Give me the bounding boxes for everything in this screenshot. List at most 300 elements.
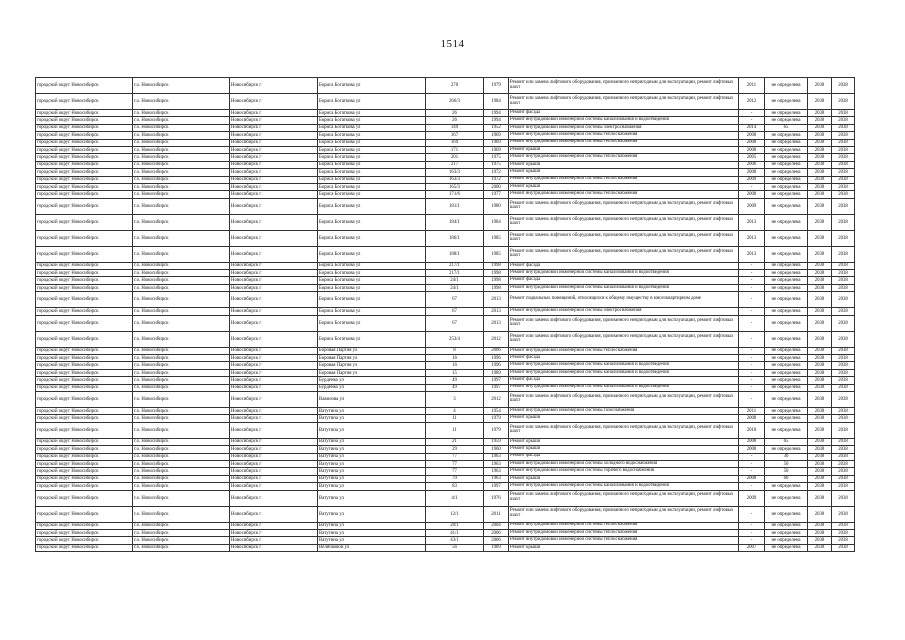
- city-cell: Новосибирск г: [230, 415, 318, 422]
- cost-cell: не определена: [765, 355, 808, 362]
- house-number-cell: 4: [426, 407, 484, 414]
- street-cell: Бурденко ул: [318, 384, 426, 391]
- city-cell: Новосибирск г: [230, 422, 318, 438]
- city-cell: Новосибирск г: [230, 246, 318, 262]
- okrug-cell: г.о. Новосибирск: [133, 214, 230, 230]
- last-repair-year-cell: -: [739, 537, 765, 544]
- work-type-cell: Ремонт или замена лифтового оборудования, признанного непригодным для эксплуатации, ремонт лифтовых шахт: [509, 490, 739, 506]
- table-row: [36, 446, 855, 453]
- district-cell: городской округ Новосибирск: [36, 460, 133, 467]
- okrug-cell: г.о. Новосибирск: [133, 369, 230, 376]
- year-built-cell: 1959: [484, 438, 509, 445]
- district-cell: городской округ Новосибирск: [36, 483, 133, 490]
- street-cell: Бориса Богаткова ул: [318, 139, 426, 146]
- work-type-cell: Ремонт крыши: [509, 146, 739, 153]
- district-cell: городской округ Новосибирск: [36, 355, 133, 362]
- house-number-cell: 77: [426, 460, 484, 467]
- work-type-cell: Ремонт или замена лифтового оборудования, признанного непригодным для эксплуатации, ремонт лифтовых шахт: [509, 331, 739, 347]
- work-type-cell: Ремонт крыши: [509, 544, 739, 551]
- okrug-cell: г.о. Новосибирск: [133, 529, 230, 536]
- year-built-cell: 1977: [484, 191, 509, 198]
- plan-to-cell: 2038: [832, 191, 855, 198]
- district-cell: городской округ Новосибирск: [36, 537, 133, 544]
- house-number-cell: 11: [426, 415, 484, 422]
- district-cell: городской округ Новосибирск: [36, 522, 133, 529]
- house-number-cell: 149: [426, 124, 484, 131]
- work-type-cell: Ремонт внутридомовой инженерной системы канализования и водоотведения: [509, 384, 739, 391]
- street-cell: Ватутина ул: [318, 468, 426, 475]
- street-cell: Бориса Богаткова ул: [318, 132, 426, 139]
- house-number-cell: 67: [426, 292, 484, 308]
- okrug-cell: г.о. Новосибирск: [133, 161, 230, 168]
- year-built-cell: 2004: [484, 522, 509, 529]
- work-type-cell: Ремонт внутридомовой инженерной системы канализования и водоотведения: [509, 270, 739, 277]
- plan-from-cell: 2038: [808, 506, 832, 522]
- city-cell: Новосибирск г: [230, 191, 318, 198]
- table-row: [36, 460, 855, 467]
- district-cell: городской округ Новосибирск: [36, 124, 133, 131]
- table-row: [36, 230, 855, 246]
- city-cell: Новосибирск г: [230, 132, 318, 139]
- plan-to-cell: 2038: [832, 362, 855, 369]
- plan-to-cell: 2038: [832, 407, 855, 414]
- year-built-cell: 1975: [484, 154, 509, 161]
- plan-to-cell: 2038: [832, 544, 855, 551]
- okrug-cell: г.о. Новосибирск: [133, 362, 230, 369]
- street-cell: Ватутина ул: [318, 522, 426, 529]
- house-number-cell: 266/3: [426, 94, 484, 110]
- district-cell: городской округ Новосибирск: [36, 377, 133, 384]
- cost-cell: не определена: [765, 331, 808, 347]
- city-cell: Новосибирск г: [230, 369, 318, 376]
- plan-to-cell: 2038: [832, 315, 855, 331]
- last-repair-year-cell: 2008: [739, 438, 765, 445]
- okrug-cell: г.о. Новосибирск: [133, 94, 230, 110]
- plan-to-cell: 2038: [832, 453, 855, 460]
- year-built-cell: 1972: [484, 169, 509, 176]
- city-cell: Новосибирск г: [230, 362, 318, 369]
- street-cell: Бориса Богаткова ул: [318, 270, 426, 277]
- work-type-cell: Ремонт или замена лифтового оборудования, признанного непригодным для эксплуатации, ремонт лифтовых шахт: [509, 230, 739, 246]
- work-type-cell: Ремонт или замена лифтового оборудования, признанного непригодным для эксплуатации, ремонт лифтовых шахт: [509, 422, 739, 438]
- work-type-cell: Ремонт крыши: [509, 183, 739, 190]
- table-row: [36, 161, 855, 168]
- district-cell: городской округ Новосибирск: [36, 246, 133, 262]
- city-cell: Новосибирск г: [230, 377, 318, 384]
- okrug-cell: г.о. Новосибирск: [133, 230, 230, 246]
- year-built-cell: 2013: [484, 308, 509, 315]
- plan-to-cell: 2038: [832, 246, 855, 262]
- plan-from-cell: 2038: [808, 453, 832, 460]
- plan-to-cell: 2038: [832, 391, 855, 407]
- city-cell: Новосибирск г: [230, 384, 318, 391]
- plan-to-cell: 2038: [832, 522, 855, 529]
- plan-to-cell: 2038: [832, 169, 855, 176]
- district-cell: городской округ Новосибирск: [36, 110, 133, 117]
- plan-from-cell: 2038: [808, 230, 832, 246]
- house-number-cell: 56: [426, 544, 484, 551]
- street-cell: Бориса Богаткова ул: [318, 315, 426, 331]
- plan-from-cell: 2038: [808, 415, 832, 422]
- last-repair-year-cell: -: [739, 355, 765, 362]
- last-repair-year-cell: -: [739, 347, 765, 354]
- cost-cell: не определена: [765, 110, 808, 117]
- plan-to-cell: 2038: [832, 124, 855, 131]
- house-number-cell: 184/1: [426, 214, 484, 230]
- last-repair-year-cell: -: [739, 384, 765, 391]
- plan-to-cell: 2038: [832, 176, 855, 183]
- district-cell: городской округ Новосибирск: [36, 183, 133, 190]
- year-built-cell: 1979: [484, 422, 509, 438]
- cost-cell: не определена: [765, 78, 808, 94]
- city-cell: Новосибирск г: [230, 146, 318, 153]
- district-cell: городской округ Новосибирск: [36, 308, 133, 315]
- okrug-cell: г.о. Новосибирск: [133, 460, 230, 467]
- house-number-cell: 171/6: [426, 191, 484, 198]
- table-row: [36, 183, 855, 190]
- plan-to-cell: 2038: [832, 284, 855, 291]
- okrug-cell: г.о. Новосибирск: [133, 347, 230, 354]
- year-built-cell: 1969: [484, 132, 509, 139]
- year-built-cell: 2006: [484, 529, 509, 536]
- street-cell: Бориса Богаткова ул: [318, 214, 426, 230]
- last-repair-year-cell: -: [739, 331, 765, 347]
- district-cell: городской округ Новосибирск: [36, 230, 133, 246]
- cost-cell: не определена: [765, 537, 808, 544]
- plan-to-cell: 2038: [832, 139, 855, 146]
- plan-from-cell: 2038: [808, 124, 832, 131]
- year-built-cell: 1976: [484, 490, 509, 506]
- table-row: [36, 415, 855, 422]
- last-repair-year-cell: 2007: [739, 544, 765, 551]
- plan-to-cell: 2038: [832, 483, 855, 490]
- street-cell: Боровая Партия ул: [318, 347, 426, 354]
- house-number-cell: 8: [426, 347, 484, 354]
- last-repair-year-cell: -: [739, 308, 765, 315]
- plan-to-cell: 2038: [832, 146, 855, 153]
- cost-cell: не определена: [765, 284, 808, 291]
- year-built-cell: 2006: [484, 347, 509, 354]
- table-row: [36, 132, 855, 139]
- table-row: [36, 124, 855, 131]
- okrug-cell: г.о. Новосибирск: [133, 277, 230, 284]
- cost-cell: не определена: [765, 446, 808, 453]
- house-number-cell: 3: [426, 391, 484, 407]
- last-repair-year-cell: 2014: [739, 124, 765, 131]
- year-built-cell: 1975: [484, 161, 509, 168]
- last-repair-year-cell: -: [739, 315, 765, 331]
- cost-cell: не определена: [765, 407, 808, 414]
- street-cell: Бориса Богаткова ул: [318, 94, 426, 110]
- last-repair-year-cell: -: [739, 117, 765, 124]
- street-cell: Ватутина ул: [318, 506, 426, 522]
- okrug-cell: г.о. Новосибирск: [133, 191, 230, 198]
- table-row: [36, 490, 855, 506]
- city-cell: Новосибирск г: [230, 355, 318, 362]
- plan-from-cell: 2038: [808, 110, 832, 117]
- last-repair-year-cell: -: [739, 377, 765, 384]
- last-repair-year-cell: -: [739, 453, 765, 460]
- work-type-cell: Ремонт или замена лифтового оборудования, признанного непригодным для эксплуатации, ремонт лифтовых шахт: [509, 506, 739, 522]
- okrug-cell: г.о. Новосибирск: [133, 391, 230, 407]
- last-repair-year-cell: 2009: [739, 198, 765, 214]
- cost-cell: не определена: [765, 292, 808, 308]
- district-cell: городской округ Новосибирск: [36, 506, 133, 522]
- year-built-cell: 2000: [484, 183, 509, 190]
- cost-cell: не определена: [765, 183, 808, 190]
- plan-to-cell: 2038: [832, 132, 855, 139]
- city-cell: Новосибирск г: [230, 277, 318, 284]
- okrug-cell: г.о. Новосибирск: [133, 407, 230, 414]
- plan-from-cell: 2038: [808, 292, 832, 308]
- cost-cell: 30: [765, 453, 808, 460]
- year-built-cell: 1963: [484, 460, 509, 467]
- street-cell: Боровая Партия ул: [318, 362, 426, 369]
- district-cell: городской округ Новосибирск: [36, 415, 133, 422]
- district-cell: городской округ Новосибирск: [36, 191, 133, 198]
- work-type-cell: Ремонт внутридомовой инженерной системы электроснабжения: [509, 308, 739, 315]
- last-repair-year-cell: -: [739, 483, 765, 490]
- street-cell: Ватутина ул: [318, 453, 426, 460]
- city-cell: Новосибирск г: [230, 284, 318, 291]
- cost-cell: не определена: [765, 529, 808, 536]
- last-repair-year-cell: -: [739, 362, 765, 369]
- okrug-cell: г.о. Новосибирск: [133, 446, 230, 453]
- plan-from-cell: 2038: [808, 529, 832, 536]
- cost-cell: не определена: [765, 146, 808, 153]
- plan-from-cell: 2038: [808, 460, 832, 467]
- district-cell: городской округ Новосибирск: [36, 544, 133, 551]
- okrug-cell: г.о. Новосибирск: [133, 522, 230, 529]
- plan-to-cell: 2038: [832, 384, 855, 391]
- plan-to-cell: 2038: [832, 446, 855, 453]
- last-repair-year-cell: -: [739, 506, 765, 522]
- plan-from-cell: 2038: [808, 198, 832, 214]
- street-cell: Бориса Богаткова ул: [318, 78, 426, 94]
- street-cell: Бориса Богаткова ул: [318, 154, 426, 161]
- district-cell: городской округ Новосибирск: [36, 176, 133, 183]
- house-number-cell: 20/1: [426, 522, 484, 529]
- last-repair-year-cell: 2006: [739, 161, 765, 168]
- cost-cell: не определена: [765, 246, 808, 262]
- okrug-cell: г.о. Новосибирск: [133, 132, 230, 139]
- house-number-cell: 163/3: [426, 169, 484, 176]
- plan-to-cell: 2038: [832, 154, 855, 161]
- city-cell: Новосибирск г: [230, 117, 318, 124]
- house-number-cell: 16: [426, 355, 484, 362]
- table-row: [36, 391, 855, 407]
- district-cell: городской округ Новосибирск: [36, 198, 133, 214]
- plan-to-cell: 2038: [832, 161, 855, 168]
- city-cell: Новосибирск г: [230, 446, 318, 453]
- year-built-cell: 1980: [484, 198, 509, 214]
- plan-from-cell: 2038: [808, 284, 832, 291]
- table-row: [36, 529, 855, 536]
- house-number-cell: 253/4: [426, 331, 484, 347]
- plan-from-cell: 2038: [808, 183, 832, 190]
- year-built-cell: 2011: [484, 506, 509, 522]
- plan-to-cell: 2038: [832, 78, 855, 94]
- last-repair-year-cell: 2010: [739, 422, 765, 438]
- house-number-cell: 21: [426, 438, 484, 445]
- year-built-cell: 1952: [484, 124, 509, 131]
- last-repair-year-cell: 2008: [739, 475, 765, 482]
- city-cell: Новосибирск г: [230, 198, 318, 214]
- district-cell: городской округ Новосибирск: [36, 161, 133, 168]
- street-cell: Бориса Богаткова ул: [318, 161, 426, 168]
- plan-from-cell: 2038: [808, 384, 832, 391]
- city-cell: Новосибирск г: [230, 506, 318, 522]
- table-row: [36, 292, 855, 308]
- cost-cell: 50: [765, 468, 808, 475]
- work-type-cell: Ремонт крыши: [509, 475, 739, 482]
- okrug-cell: г.о. Новосибирск: [133, 377, 230, 384]
- cost-cell: не определена: [765, 308, 808, 315]
- house-number-cell: 77: [426, 468, 484, 475]
- okrug-cell: г.о. Новосибирск: [133, 422, 230, 438]
- district-cell: городской округ Новосибирск: [36, 262, 133, 269]
- plan-to-cell: 2038: [832, 277, 855, 284]
- city-cell: Новосибирск г: [230, 460, 318, 467]
- table-row: [36, 284, 855, 291]
- okrug-cell: г.о. Новосибирск: [133, 468, 230, 475]
- plan-from-cell: 2038: [808, 544, 832, 551]
- plan-from-cell: 2038: [808, 154, 832, 161]
- house-number-cell: 165/3: [426, 183, 484, 190]
- house-number-cell: 11: [426, 422, 484, 438]
- house-number-cell: 163/3: [426, 176, 484, 183]
- year-built-cell: 1979: [484, 78, 509, 94]
- plan-to-cell: 2038: [832, 292, 855, 308]
- city-cell: Новосибирск г: [230, 94, 318, 110]
- okrug-cell: г.о. Новосибирск: [133, 117, 230, 124]
- cost-cell: не определена: [765, 315, 808, 331]
- work-type-cell: Ремонт фасада: [509, 277, 739, 284]
- table-row: [36, 94, 855, 110]
- plan-from-cell: 2038: [808, 407, 832, 414]
- last-repair-year-cell: -: [739, 284, 765, 291]
- plan-from-cell: 2038: [808, 146, 832, 153]
- street-cell: Ватутина ул: [318, 422, 426, 438]
- cost-cell: не определена: [765, 139, 808, 146]
- plan-to-cell: 2038: [832, 537, 855, 544]
- okrug-cell: г.о. Новосибирск: [133, 384, 230, 391]
- okrug-cell: г.о. Новосибирск: [133, 355, 230, 362]
- city-cell: Новосибирск г: [230, 475, 318, 482]
- district-cell: городской округ Новосибирск: [36, 154, 133, 161]
- house-number-cell: 49: [426, 377, 484, 384]
- table-row: [36, 347, 855, 354]
- plan-from-cell: 2038: [808, 468, 832, 475]
- table-row: [36, 214, 855, 230]
- cost-cell: не определена: [765, 377, 808, 384]
- plan-from-cell: 2038: [808, 176, 832, 183]
- table-row: [36, 355, 855, 362]
- year-built-cell: 1972: [484, 176, 509, 183]
- street-cell: Вавилова ул: [318, 391, 426, 407]
- street-cell: Ватутина ул: [318, 446, 426, 453]
- street-cell: Бориса Богаткова ул: [318, 198, 426, 214]
- cost-cell: не определена: [765, 230, 808, 246]
- house-number-cell: 186/1: [426, 230, 484, 246]
- year-built-cell: 1997: [484, 384, 509, 391]
- cost-cell: не определена: [765, 422, 808, 438]
- plan-to-cell: 2038: [832, 438, 855, 445]
- plan-to-cell: 2038: [832, 262, 855, 269]
- okrug-cell: г.о. Новосибирск: [133, 176, 230, 183]
- year-built-cell: 1998: [484, 262, 509, 269]
- district-cell: городской округ Новосибирск: [36, 369, 133, 376]
- work-type-cell: Ремонт внутридомовой инженерной системы горячего водоснабжения: [509, 468, 739, 475]
- district-cell: городской округ Новосибирск: [36, 391, 133, 407]
- plan-from-cell: 2038: [808, 139, 832, 146]
- okrug-cell: г.о. Новосибирск: [133, 453, 230, 460]
- last-repair-year-cell: 2008: [739, 169, 765, 176]
- street-cell: Бориса Богаткова ул: [318, 262, 426, 269]
- city-cell: Новосибирск г: [230, 522, 318, 529]
- year-built-cell: 1985: [484, 246, 509, 262]
- plan-from-cell: 2038: [808, 308, 832, 315]
- year-built-cell: 1963: [484, 475, 509, 482]
- district-cell: городской округ Новосибирск: [36, 78, 133, 94]
- house-number-cell: 15: [426, 369, 484, 376]
- street-cell: Бориса Богаткова ул: [318, 110, 426, 117]
- plan-to-cell: 2038: [832, 347, 855, 354]
- street-cell: Бориса Богаткова ул: [318, 183, 426, 190]
- year-built-cell: 1963: [484, 468, 509, 475]
- cost-cell: не определена: [765, 483, 808, 490]
- house-number-cell: 49: [426, 384, 484, 391]
- work-type-cell: Ремонт или замена лифтового оборудования, признанного непригодным для эксплуатации, ремонт лифтовых шахт: [509, 315, 739, 331]
- plan-to-cell: 2038: [832, 110, 855, 117]
- district-cell: городской округ Новосибирск: [36, 169, 133, 176]
- work-type-cell: Ремонт или замена лифтового оборудования, признанного непригодным для эксплуатации, ремонт лифтовых шахт: [509, 94, 739, 110]
- okrug-cell: г.о. Новосибирск: [133, 78, 230, 94]
- city-cell: Новосибирск г: [230, 490, 318, 506]
- city-cell: Новосибирск г: [230, 347, 318, 354]
- work-type-cell: Ремонт внутридомовой инженерной системы теплоснабжения: [509, 191, 739, 198]
- plan-from-cell: 2038: [808, 94, 832, 110]
- okrug-cell: г.о. Новосибирск: [133, 139, 230, 146]
- street-cell: Ватутина ул: [318, 407, 426, 414]
- okrug-cell: г.о. Новосибирск: [133, 262, 230, 269]
- city-cell: Новосибирск г: [230, 169, 318, 176]
- last-repair-year-cell: -: [739, 292, 765, 308]
- year-built-cell: 1994: [484, 117, 509, 124]
- plan-from-cell: 2038: [808, 191, 832, 198]
- street-cell: Бориса Богаткова ул: [318, 146, 426, 153]
- okrug-cell: г.о. Новосибирск: [133, 483, 230, 490]
- cost-cell: 65: [765, 438, 808, 445]
- city-cell: Новосибирск г: [230, 391, 318, 407]
- work-type-cell: Ремонт внутридомовой инженерной системы холодного водоснабжения: [509, 460, 739, 467]
- house-number-cell: 43/1: [426, 537, 484, 544]
- street-cell: Бориса Богаткова ул: [318, 308, 426, 315]
- street-cell: Ватутина ул: [318, 460, 426, 467]
- plan-from-cell: 2038: [808, 132, 832, 139]
- year-built-cell: 1998: [484, 277, 509, 284]
- street-cell: Бориса Богаткова ул: [318, 230, 426, 246]
- plan-from-cell: 2038: [808, 377, 832, 384]
- city-cell: Новосибирск г: [230, 139, 318, 146]
- table-row: [36, 422, 855, 438]
- house-number-cell: 270: [426, 78, 484, 94]
- last-repair-year-cell: 2009: [739, 490, 765, 506]
- okrug-cell: г.о. Новосибирск: [133, 183, 230, 190]
- okrug-cell: г.о. Новосибирск: [133, 284, 230, 291]
- city-cell: Новосибирск г: [230, 483, 318, 490]
- district-cell: городской округ Новосибирск: [36, 214, 133, 230]
